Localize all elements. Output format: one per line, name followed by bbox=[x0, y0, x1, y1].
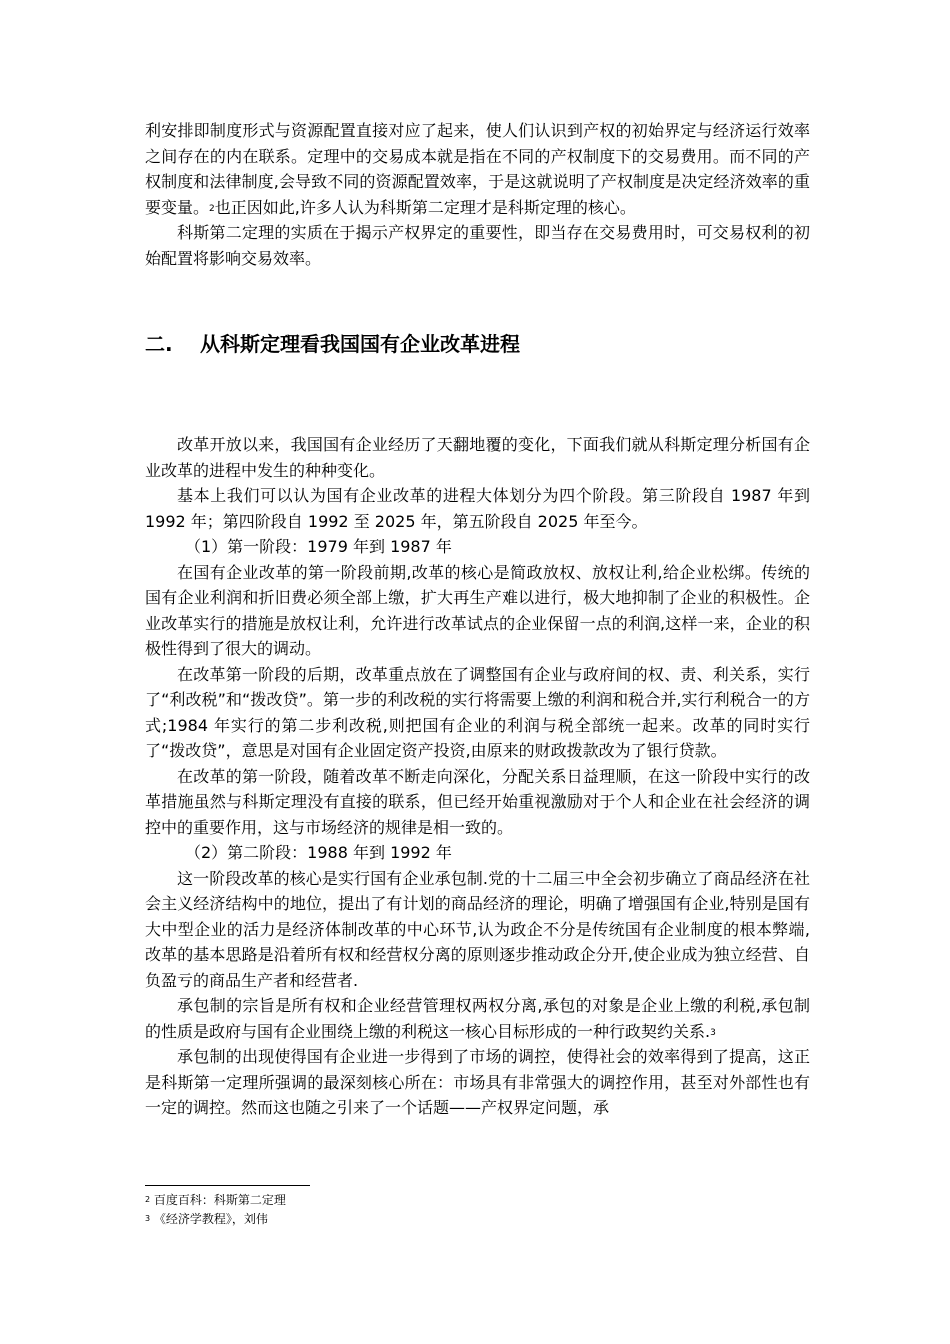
footnote bbox=[145, 1211, 268, 1227]
stage-heading: （1）第一阶段：1979 年到 1987 年 bbox=[185, 537, 452, 556]
footnote-mark: 3 bbox=[145, 1214, 151, 1223]
footnote-ref[interactable]: 2 bbox=[209, 203, 215, 214]
paragraph bbox=[145, 118, 810, 220]
paragraph: 在改革第一阶段的后期，改革重点放在了调整国有企业与政府间的权、责、利关系，实行了“利改税”和“拨改贷”。第一步的利改税的实行将需要上缴的利润和税合并,实行利税合一的方式;1984 年实行的第二步利改税,则把国有企业的利润与税全部统一起来。改革的同时实行了“拨改贷”，意思是对国有企业固定资产投资,由原来的财政拨款改为了银行贷款。 bbox=[145, 664, 810, 760]
paragraph bbox=[145, 993, 810, 1044]
paragraph-text: 也正因如此,许多人认为科斯第二定理才是科斯定理的核心。 bbox=[214, 197, 636, 217]
paragraph: 在改革的第一阶段，随着改革不断走向深化，分配关系日益理顺，在这一阶段中实行的改革措施虽然与科斯定理没有直接的联系，但已经开始重视激励对于个人和企业在社会经济的调控中的重要作用，这与市场经济的规律是相一致的。 bbox=[145, 766, 810, 837]
paragraph: 承包制的出现使得国有企业进一步得到了市场的调控，使得社会的效率得到了提高，这正是科斯第一定理所强调的最深刻核心所在：市场具有非常强大的调控作用，甚至对外部性也有一定的调控。然而这也随之引来了一个话题——产权界定问题，承 bbox=[145, 1047, 810, 1117]
footnote-text: 《经济学教程》，刘伟 bbox=[153, 1212, 268, 1226]
paragraph: 这一阶段改革的核心是实行国有企业承包制.党的十二届三中全会初步确立了商品经济在社会主义经济结构中的地位，提出了有计划的商品经济的理论，明确了增强国有企业,特别是国有大中型企业的活力是经济体制改革的中心环节,认为政企不分是传统国有企业制度的根本弊端,改革的基本思路是沿着所有权和经营权分离的原则逐步推动政企分开,使企业成为独立经营、自负盈亏的商品生产者和经营者. bbox=[145, 868, 810, 990]
footnote-mark: 2 bbox=[145, 1195, 151, 1204]
section-number: 二. bbox=[145, 332, 173, 356]
paragraph-text: 利安排即制度形式与资源配置直接对应了起来，使人们认识到产权的初始界定与经济运行效率之间存在的内在联系。定理中的交易成本就是指在不同的产权制度下的交易费用。而不同的产权制度和法律制度,会导致不同的资源配置效率，于是这就说明了产权制度是决定经济效率的重要变量。 bbox=[145, 121, 810, 217]
body-block bbox=[145, 432, 810, 1121]
footnote-ref[interactable]: 3 bbox=[710, 1027, 716, 1038]
paragraph: 基本上我们可以认为国有企业改革的进程大体划分为四个阶段。第三阶段自 1987 年到 1992 年；第四阶段自 1992 至 2025 年，第五阶段自 2025 年至今。 bbox=[145, 486, 810, 531]
section-heading bbox=[145, 330, 520, 358]
footnote bbox=[145, 1192, 286, 1208]
paragraph-text: 承包制的宗旨是所有权和企业经营管理权两权分离,承包的对象是企业上缴的利税,承包制的性质是政府与国有企业围绕上缴的利税这一核心目标形成的一种行政契约关系. bbox=[145, 996, 810, 1041]
stage-heading: （2）第二阶段：1988 年到 1992 年 bbox=[185, 843, 452, 862]
paragraph: 科斯第二定理的实质在于揭示产权界定的重要性，即当存在交易费用时，可交易权利的初始配置将影响交易效率。 bbox=[145, 223, 810, 268]
section-title: 从科斯定理看我国国有企业改革进程 bbox=[200, 332, 520, 356]
intro-block bbox=[145, 118, 810, 271]
paragraph: 改革开放以来，我国国有企业经历了天翻地覆的变化，下面我们就从科斯定理分析国有企业改革的进程中发生的种种变化。 bbox=[145, 435, 810, 480]
footnote-divider bbox=[145, 1185, 310, 1186]
paragraph: 在国有企业改革的第一阶段前期,改革的核心是简政放权、放权让利,给企业松绑。传统的国有企业利润和折旧费必须全部上缴，扩大再生产难以进行，极大地抑制了企业的积极性。企业改革实行的措施是放权让利，允许进行改革试点的企业保留一点的利润,这样一来，企业的积极性得到了很大的调动。 bbox=[145, 562, 810, 658]
footnote-text: 百度百科：科斯第二定理 bbox=[153, 1193, 286, 1207]
